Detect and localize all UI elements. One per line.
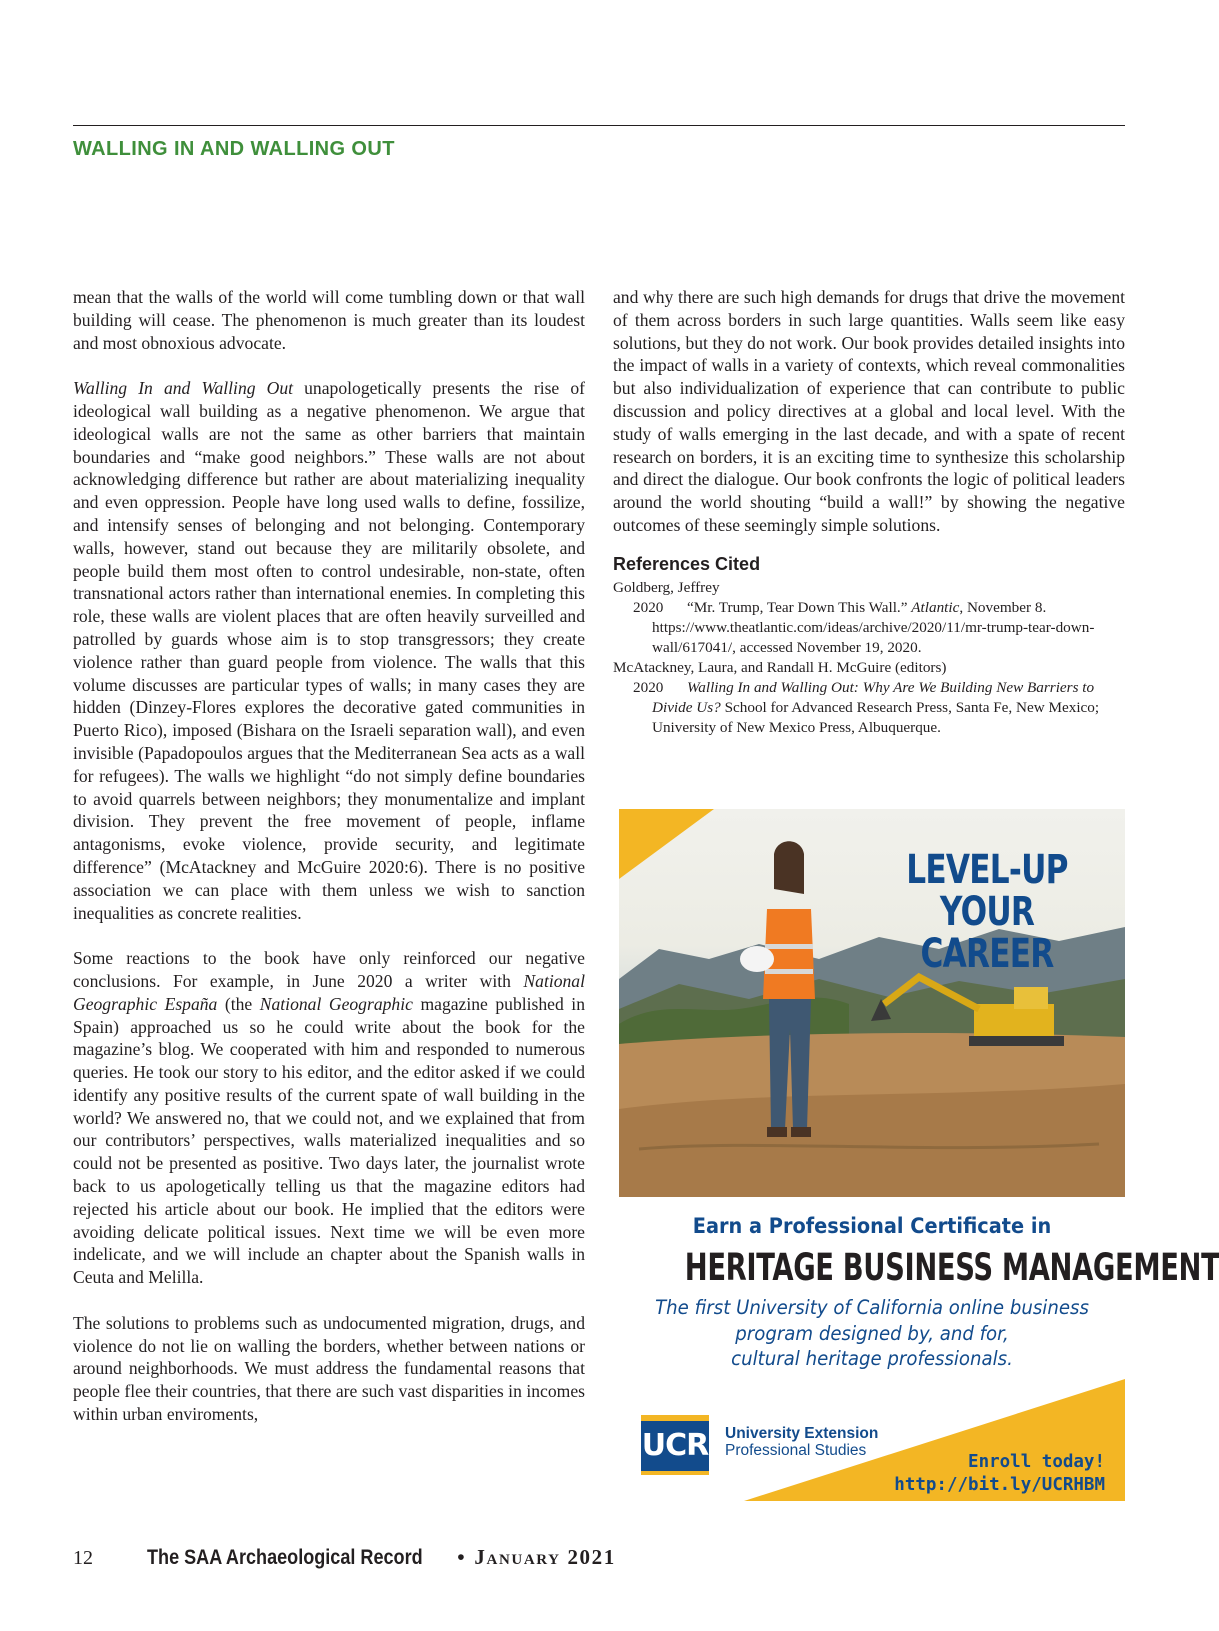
reference-author: McAtackney, Laura, and Randall H. McGuire (editors): [613, 658, 947, 676]
ad-subheading: Earn a Professional Certificate in: [692, 1214, 1052, 1238]
magazine-name-2: National Geographic: [259, 993, 413, 1014]
reference-year: 2020: [633, 598, 664, 616]
reference-year: 2020: [633, 678, 664, 696]
gold-corner-shape: [619, 809, 714, 879]
reference-entry: [633, 598, 1125, 658]
reference-author: Goldberg, Jeffrey: [613, 578, 720, 596]
enroll-link[interactable]: http://bit.ly/UCRHBM: [894, 1475, 1105, 1495]
ucr-advertisement[interactable]: [619, 809, 1219, 1501]
ad-headline: [893, 849, 1080, 975]
enroll-today-text[interactable]: Enroll today!: [968, 1452, 1105, 1472]
ad-headline-line-2: YOUR CAREER: [920, 889, 1054, 977]
ad-banner: [619, 1379, 1125, 1501]
org-line-1: University Extension: [725, 1425, 879, 1442]
page-number: 12: [73, 1547, 93, 1569]
left-paragraph-3-c: magazine published in Spain) approached us so he could write about the book for the magazine’s blog. We cooperated with him and responded to numerous queries. He took our story to his editor, and the editor asked if we could identify any positive results of the current spate of wall building in the world? We answered no, that we could not, and we explained that from our contributors’ perspectives, walls materialized inequalities and so could not be presented as positive. Two days later, the journalist wrote back to us apologetically telling us that the magazine editors had rejected his article about our book. He implied that the editors were avoiding delicate political issues. Next time we will be even more indelicate, and we will include an chapter about the Spanish walls in Ceuta and Melilla.: [73, 993, 585, 1288]
reference-text-tail: School for Advanced Research Press, Santa Fe, New Mexico; University of New Mexico Press, Albuquerque.: [652, 698, 1100, 736]
ad-tagline-line-3: cultural heritage professionals.: [731, 1347, 1013, 1370]
reference-publication: Walling In and Walling Out: Why Are We Building New Barriers to Divide Us?: [652, 678, 1095, 716]
reference-text-tail: , November 8. https://www.theatlantic.com/ideas/archive/2020/11/mr-trump-tear-down-wall/617041/, accessed November 19, 2020.: [652, 598, 1095, 656]
ucr-logo: UCR: [641, 1415, 709, 1475]
section-title: WALLING IN AND WALLING OUT: [73, 138, 395, 160]
reference-entry: [633, 678, 1125, 738]
enroll-cta[interactable]: [894, 1451, 1105, 1497]
reference-publication: Atlantic: [911, 598, 960, 616]
left-paragraph-3-a: Some reactions to the book have only reinforced our negative conclusions. For example, in June 2020 a writer with: [73, 948, 585, 991]
left-column: [73, 286, 585, 1426]
right-paragraph-1: and why there are such high demands for drugs that drive the movement of them across borders in such large quantities. Walls seem like easy solutions, but they do not work. Our book provides detailed insights into the impact of walls in a variety of contexts, which reveal commonalities but also individualization of experience that can contribute to public discussion and policy directives at a global and local level. With the study of walls emerging in the last decade, and with a spate of recent research on borders, it is an exciting time to synthesize this scholarship and direct the dialogue. Our book confronts the logic of political leaders around the world shouting “build a wall!” by showing the negative outcomes of these seemingly simple solutions.: [613, 287, 1125, 535]
ad-program-title: HERITAGE BUSINESS MANAGEMENT: [684, 1246, 1219, 1289]
page-footer: [73, 1545, 616, 1570]
book-title: Walling In and Walling Out: [73, 378, 294, 399]
reference-text: “Mr. Trump, Tear Down This Wall.”: [687, 598, 912, 616]
left-paragraph-3-b: (the: [217, 993, 260, 1014]
left-paragraph-3: [73, 947, 585, 1289]
header-rule: [73, 125, 1125, 126]
left-paragraph-1: mean that the walls of the world will come tumbling down or that wall building will cease. The phenomenon is much greater than its loudest and most obnoxious advocate.: [73, 287, 585, 353]
references-list: [613, 578, 1125, 738]
references-heading: References Cited: [613, 553, 761, 574]
left-paragraph-2-text: unapologetically presents the rise of ideological wall building as a negative phenomenon. We argue that ideological walls are not the same as other barriers that maintain boundaries and “make good neighbors.” These walls are not about acknowledging difference but rather are about materializing inequality and even oppression. People have long used walls to define, fossilize, and intensify senses of belonging and not belonging. Contemporary walls, however, stand out because they are militarily obsolete, and people build them most often to control undesirable, non-state, often transnational actors rather than international enemies. In completing this role, these walls are violent places that are often heavily surveilled and patrolled by guards whose aim is to stop transgressors; they create violence rather than guard people from violence. The walls that this volume discusses are particular types of walls; in many cases they are hidden (Dinzey-Flores explores the decorative gated communities in Puerto Rico), imposed (Bishara on the Israeli separation wall), and even invisible (Papadopoulos argues that the Mediterranean Sea acts as a wall for refugees). The walls we highlight “do not simply define boundaries to avoid quarrels between neighbors; they monumentalize and implant division. They prevent the free movement of people, inflame antagonisms, evoke violence, provide security, and legitimate difference” (McAtackney and McGuire 2020:6). There is no positive association we can place with them unless we wish to sanction inequalities as concrete realities.: [73, 378, 585, 923]
left-paragraph-2: [73, 377, 585, 924]
org-line-2: Professional Studies: [725, 1442, 867, 1459]
ad-headline-line-1: LEVEL-UP: [906, 847, 1068, 893]
ad-tagline-line-2: program designed by, and for,: [735, 1321, 1009, 1345]
journal-name: The SAA Archaeological Record: [146, 1546, 423, 1569]
ad-tagline: [637, 1295, 1108, 1372]
ucr-extension-name: [725, 1425, 878, 1459]
footer-separator: •: [457, 1546, 465, 1569]
left-paragraph-4: The solutions to problems such as undocumented migration, drugs, and violence do not lie on walling the borders, whether between nations or around neighborhoods. We must address the fundamental reasons that people flee their countries, that there are such vast disparities in incomes within urban enviroments,: [73, 1312, 585, 1425]
right-column: [613, 286, 1125, 738]
ad-tagline-line-1: The first University of California online business: [655, 1296, 1089, 1319]
magazine-name-1: National Geographic España: [73, 970, 585, 1014]
ad-photo: [619, 809, 1125, 1197]
issue-date: January 2021: [474, 1545, 616, 1569]
